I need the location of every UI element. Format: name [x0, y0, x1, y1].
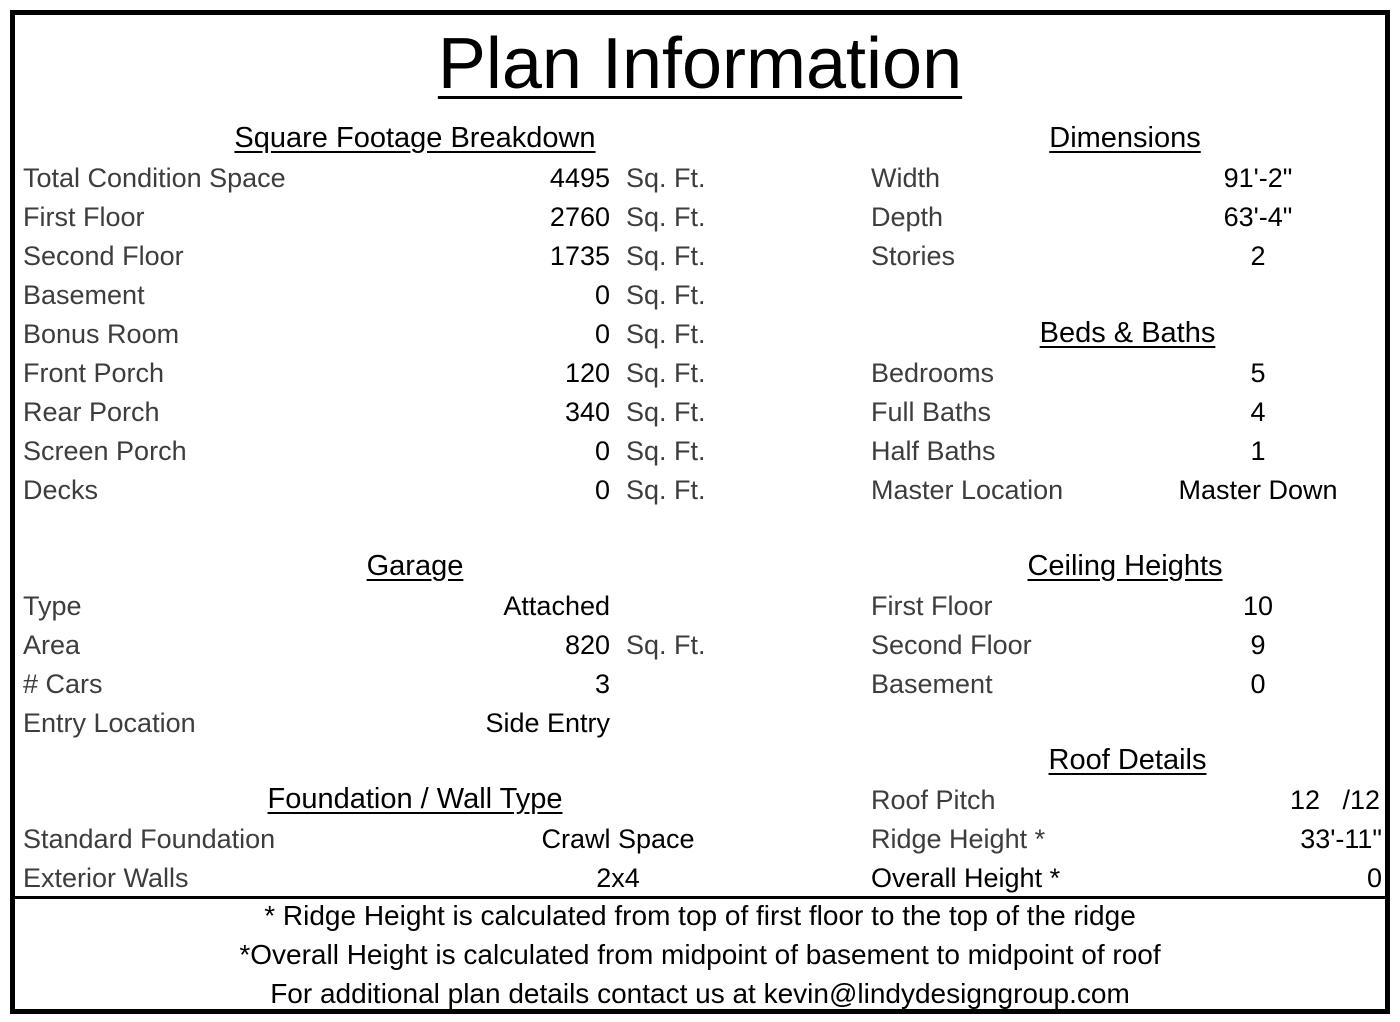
- sqft-unit: Sq. Ft.: [626, 475, 706, 505]
- page-title: Plan Information: [437, 24, 963, 104]
- sqft-label-decks: Decks: [23, 475, 99, 505]
- garage-value-area: 820: [564, 630, 610, 660]
- garage-label-type: Type: [23, 591, 82, 621]
- sqft-value-decks: 0: [594, 475, 610, 505]
- sqft-unit: Sq. Ft.: [626, 202, 706, 232]
- garage-label-area: Area: [23, 630, 81, 660]
- beds-label-bedrooms: Bedrooms: [871, 358, 995, 388]
- sqft-unit: Sq. Ft.: [626, 319, 706, 349]
- beds-baths-heading: Beds & Baths: [1039, 317, 1216, 349]
- beds-value-half-baths: 1: [1250, 436, 1266, 466]
- garage-value-entry-location: Side Entry: [485, 708, 610, 738]
- ceiling-label-first-floor: First Floor: [871, 591, 993, 621]
- sqft-value-basement: 0: [594, 280, 610, 310]
- sqft-value-rear-porch: 340: [564, 397, 610, 427]
- dimensions-label-depth: Depth: [871, 202, 944, 232]
- sqft-label-first-floor: First Floor: [23, 202, 145, 232]
- roof-value-pitch-suffix: /12: [1342, 785, 1380, 815]
- sqft-label-screen-porch: Screen Porch: [23, 436, 187, 466]
- sqft-value-front-porch: 120: [564, 358, 610, 388]
- beds-value-bedrooms: 5: [1250, 358, 1266, 388]
- foundation-value-exterior-walls: 2x4: [596, 863, 640, 893]
- garage-label-cars: # Cars: [23, 669, 103, 699]
- garage-unit: Sq. Ft.: [626, 630, 706, 660]
- sqft-label-front-porch: Front Porch: [23, 358, 165, 388]
- roof-details-heading: Roof Details: [1048, 744, 1207, 776]
- beds-label-half-baths: Half Baths: [871, 436, 996, 466]
- sqft-value-second-floor: 1735: [549, 241, 610, 271]
- sqft-unit: Sq. Ft.: [626, 241, 706, 271]
- sqft-label-bonus-room: Bonus Room: [23, 319, 180, 349]
- note-contact: For additional plan details contact us at kevin@lindydesigngroup.com: [270, 978, 1130, 1009]
- note-ridge-height: * Ridge Height is calculated from top of first floor to the top of the ridge: [264, 900, 1136, 931]
- sqft-unit: Sq. Ft.: [626, 397, 706, 427]
- garage-heading: Garage: [366, 550, 464, 582]
- sqft-label-rear-porch: Rear Porch: [23, 397, 160, 427]
- sqft-unit: Sq. Ft.: [626, 163, 706, 193]
- sqft-label-second-floor: Second Floor: [23, 241, 184, 271]
- sqft-label-basement: Basement: [23, 280, 145, 310]
- ceiling-label-basement: Basement: [871, 669, 993, 699]
- dimensions-value-width: 91'-2": [1223, 163, 1293, 193]
- foundation-label-standard: Standard Foundation: [23, 824, 276, 854]
- garage-label-entry-location: Entry Location: [23, 708, 196, 738]
- dimensions-label-stories: Stories: [871, 241, 956, 271]
- sqft-unit: Sq. Ft.: [626, 436, 706, 466]
- garage-value-type: Attached: [503, 591, 610, 621]
- beds-value-full-baths: 4: [1250, 397, 1266, 427]
- sqft-value-screen-porch: 0: [594, 436, 610, 466]
- sqft-value-first-floor: 2760: [549, 202, 610, 232]
- beds-label-full-baths: Full Baths: [871, 397, 992, 427]
- ceiling-heights-heading: Ceiling Heights: [1027, 550, 1223, 582]
- ceiling-label-second-floor: Second Floor: [871, 630, 1032, 660]
- roof-label-pitch: Roof Pitch: [871, 785, 996, 815]
- note-overall-height: *Overall Height is calculated from midpoint of basement to midpoint of roof: [239, 939, 1161, 970]
- roof-label-overall-height: Overall Height *: [871, 863, 1061, 893]
- foundation-label-exterior-walls: Exterior Walls: [23, 863, 189, 893]
- foundation-heading: Foundation / Wall Type: [267, 783, 563, 815]
- roof-value-overall-height: 0: [1366, 863, 1382, 893]
- ceiling-value-second-floor: 9: [1250, 630, 1266, 660]
- foundation-value-standard: Crawl Space: [541, 824, 695, 854]
- sqft-value-bonus-room: 0: [594, 319, 610, 349]
- sqft-value-total: 4495: [549, 163, 610, 193]
- sqft-unit: Sq. Ft.: [626, 358, 706, 388]
- dimensions-heading: Dimensions: [1049, 122, 1201, 154]
- dimensions-label-width: Width: [871, 163, 941, 193]
- sqft-label-total: Total Condition Space: [23, 163, 286, 193]
- dimensions-value-stories: 2: [1250, 241, 1266, 271]
- square-footage-heading: Square Footage Breakdown: [234, 122, 596, 154]
- ceiling-value-first-floor: 10: [1242, 591, 1274, 621]
- sqft-unit: Sq. Ft.: [626, 280, 706, 310]
- roof-label-ridge-height: Ridge Height *: [871, 824, 1046, 854]
- garage-value-cars: 3: [594, 669, 610, 699]
- beds-value-master-location: Master Down: [1178, 475, 1338, 505]
- roof-value-ridge-height: 33'-11": [1300, 824, 1382, 854]
- beds-label-master-location: Master Location: [871, 475, 1064, 505]
- ceiling-value-basement: 0: [1250, 669, 1266, 699]
- dimensions-value-depth: 63'-4": [1223, 202, 1293, 232]
- roof-value-pitch: 12: [1289, 785, 1320, 815]
